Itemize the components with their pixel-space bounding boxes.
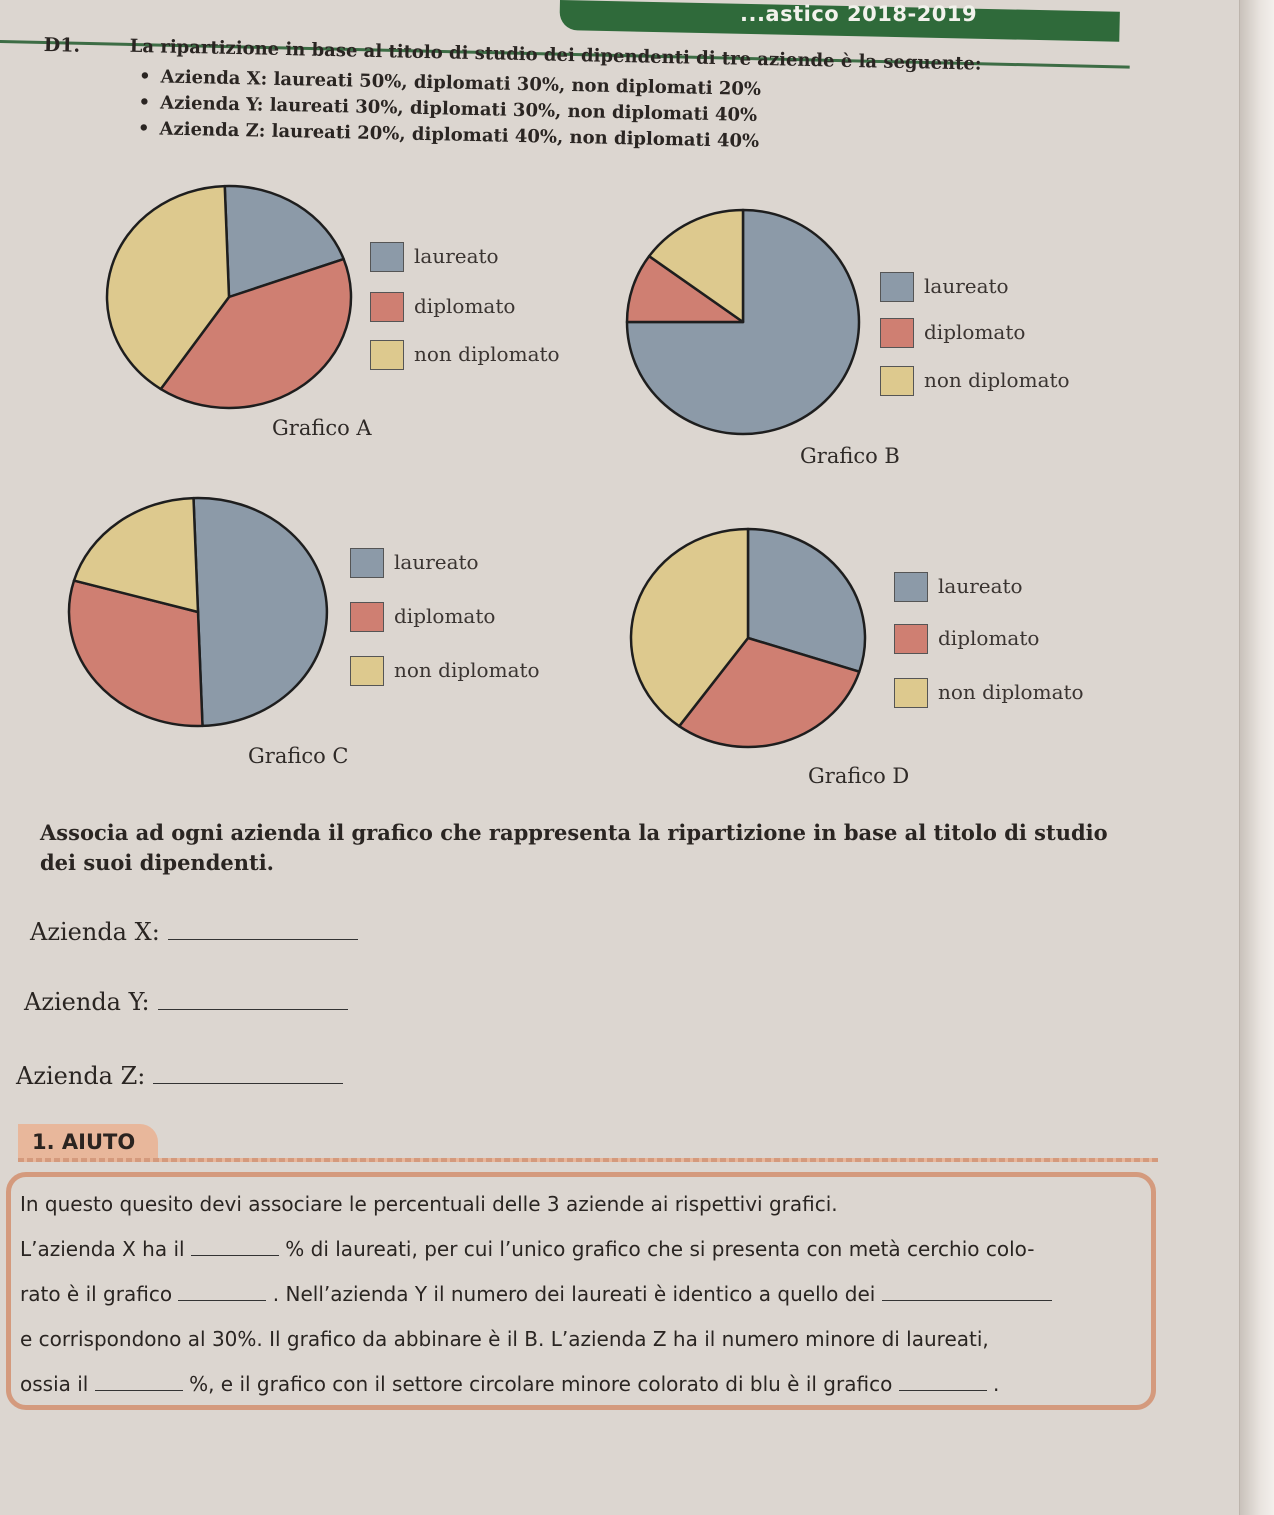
legend-label: non diplomato (924, 368, 1070, 392)
company-list (138, 64, 762, 155)
answer-y-field[interactable] (158, 989, 348, 1010)
legend-label: non diplomato (938, 680, 1084, 704)
hint-blank-3[interactable] (882, 1282, 1052, 1301)
hint-blank-2[interactable] (178, 1282, 266, 1301)
swatch-non-diplomato (350, 656, 384, 686)
question-block (43, 34, 1044, 152)
hint-text-part: L’azienda X ha il (20, 1237, 185, 1261)
instruction-text: Associa ad ogni azienda il grafico che rappresenta la ripartizione in base al titolo di studio dei suoi dipendenti. (40, 820, 1108, 875)
legend-label: laureato (414, 244, 499, 268)
hint-blank-1[interactable] (191, 1237, 279, 1256)
question-text: La ripartizione in base al titolo di studio dei dipendenti di tre aziende è la seguente: (129, 35, 982, 75)
answer-z-label: Azienda Z: (16, 1062, 146, 1090)
legend-label: diplomato (414, 294, 516, 318)
swatch-diplomato (880, 318, 914, 348)
legend-label: diplomato (394, 604, 496, 628)
hint-rule (18, 1158, 1158, 1162)
answer-x-field[interactable] (168, 919, 358, 940)
hint-text-part: . Nell’azienda Y il numero dei laureati è identico a quello dei (272, 1282, 876, 1306)
hint-text-part: % di laureati, per cui l’unico grafico che si presenta con metà cerchio colo- (285, 1237, 1035, 1261)
swatch-non-diplomato (894, 678, 928, 708)
hint-text-part: %, e il grafico con il settore circolare minore colorato di blu è il grafico (189, 1372, 893, 1396)
chart-b-caption: Grafico B (800, 444, 900, 468)
answer-x (30, 918, 358, 946)
answer-x-label: Azienda X: (30, 918, 160, 946)
swatch-laureato (894, 572, 928, 602)
hint-line-3 (20, 1272, 1140, 1317)
swatch-diplomato (350, 602, 384, 632)
chart-c-caption: Grafico C (248, 744, 349, 768)
legend-label: diplomato (924, 320, 1026, 344)
legend-label: non diplomato (414, 342, 560, 366)
legend-label: laureato (924, 274, 1009, 298)
hint-text-part: ossia il (20, 1372, 89, 1396)
hint-text-part: rato è il grafico (20, 1282, 173, 1306)
chart-d-pie (0, 0, 1, 1)
company-z-item: • Azienda Z: laureati 20%, diplomati 40%, non diplomati 40% (138, 116, 760, 155)
answer-y (24, 988, 348, 1016)
slice-laureato (193, 498, 326, 726)
chart-a-caption: Grafico A (272, 416, 372, 440)
answer-y-label: Azienda Y: (24, 988, 150, 1016)
answer-z-field[interactable] (153, 1063, 343, 1084)
hint-line-2 (20, 1227, 1140, 1272)
answer-z (16, 1062, 343, 1090)
swatch-laureato (880, 272, 914, 302)
hint-blank-5[interactable] (899, 1372, 987, 1391)
header-text: ...astico 2018-2019 (740, 2, 978, 26)
legend-label: laureato (938, 574, 1023, 598)
chart-d-caption: Grafico D (808, 764, 910, 788)
question-number: D1. (43, 34, 81, 57)
hint-line-4: e corrispondono al 30%. Il grafico da abbinare è il B. L’azienda Z ha il numero minore di laureati, (20, 1327, 989, 1351)
company-x-item: • Azienda X: laureati 50%, diplomati 30%, non diplomati 20% (139, 64, 761, 103)
hint-line-1: In questo quesito devi associare le percentuali delle 3 aziende ai rispettivi grafici. (20, 1192, 838, 1216)
hint-blank-4[interactable] (95, 1372, 183, 1391)
swatch-non-diplomato (370, 340, 404, 370)
company-y-item: • Azienda Y: laureati 30%, diplomati 30%, non diplomati 40% (138, 90, 760, 129)
hint-title: 1. AIUTO (32, 1130, 136, 1154)
swatch-diplomato (894, 624, 928, 654)
hint-text-part: . (993, 1372, 1000, 1396)
legend-label: non diplomato (394, 658, 540, 682)
swatch-non-diplomato (880, 366, 914, 396)
legend-label: diplomato (938, 626, 1040, 650)
swatch-laureato (370, 242, 404, 272)
hint-text (20, 1182, 1140, 1407)
legend-label: laureato (394, 550, 479, 574)
swatch-diplomato (370, 292, 404, 322)
hint-line-5 (20, 1362, 1140, 1407)
swatch-laureato (350, 548, 384, 578)
page-edge (1239, 0, 1274, 1515)
